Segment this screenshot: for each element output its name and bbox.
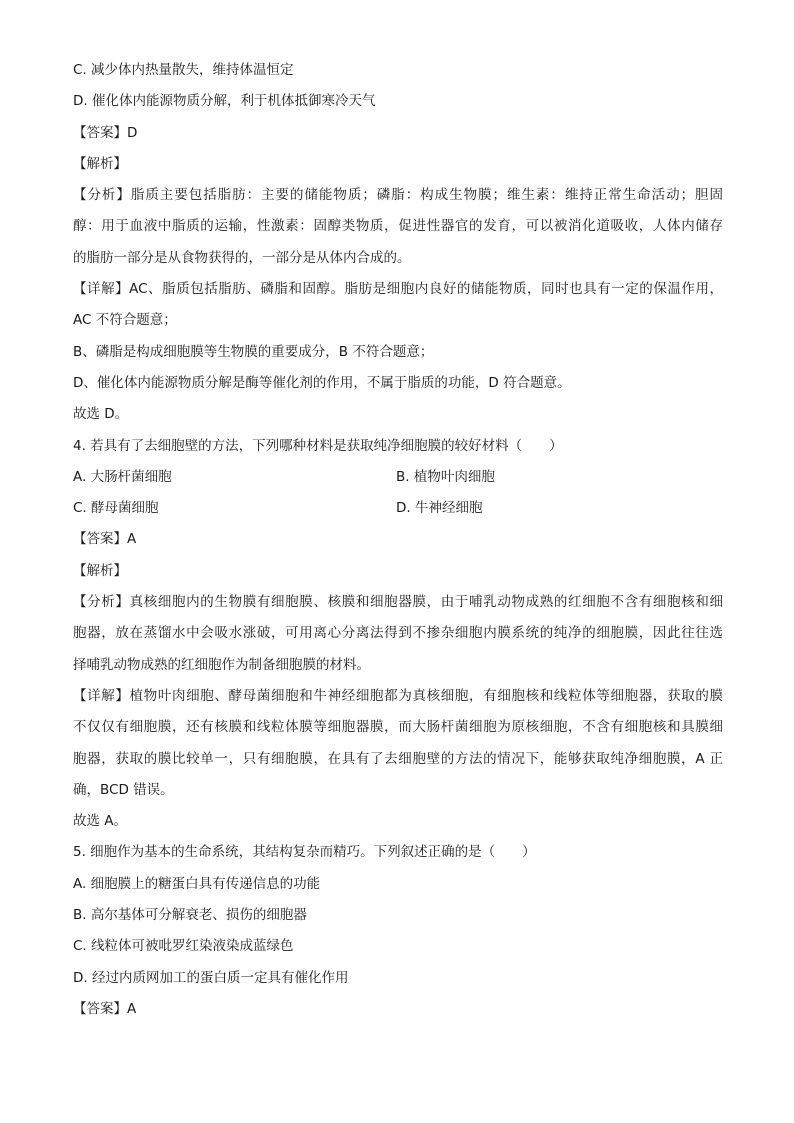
q4-stem: 4. 若具有了去细胞壁的方法，下列哪种材料是获取纯净细胞膜的较好材料（ ） [73,437,563,454]
q3-option-d: D. 催化体内能源物质分解，利于机体抵御寒冷天气 [73,93,376,110]
q4-option-b: B. 植物叶肉细胞 [396,468,495,485]
q4-xiangjie-paragraph [73,686,723,800]
q4-options-row-1 [73,467,723,487]
document-page [73,60,723,1030]
q4-xiangjie-line: 确，BCD 错误。 [73,781,174,798]
q5-option-b: B. 高尔基体可分解衰老、损伤的细胞器 [73,907,307,924]
q4-option-d: D. 牛神经细胞 [396,500,483,517]
q3-fenxi-line: 的脂肪一部分是从食物获得的，一部分是从体内合成的。 [73,249,411,266]
q5-option-c: C. 线粒体可被吡罗红染液染成蓝绿色 [73,938,294,955]
q4-options-row-2 [73,498,723,518]
q4-fenxi-line: 胞器，放在蒸馏水中会吸水涨破，可用离心分离法得到不掺杂细胞内膜系统的纯净的细胞膜，因此往往选 [73,625,723,642]
q4-xiangjie-line: 【详解】植物叶肉细胞、酵母菌细胞和牛神经细胞都为真核细胞，有细胞核和线粒体等细胞器，获取的膜 [73,687,723,704]
q4-xiangjie-line: 胞器，获取的膜比较单一，只有细胞膜，在具有了去细胞壁的方法的情况下，能够获取纯净细胞膜，A 正 [73,750,723,767]
q5-stem: 5. 细胞作为基本的生命系统，其结构复杂而精巧。下列叙述正确的是（ ） [73,844,536,861]
q3-option-c: C. 减少体内热量散失，维持体温恒定 [73,62,294,78]
q3-xiangjie-line: AC 不符合题意； [73,312,177,329]
q4-option-c: C. 酵母菌细胞 [73,500,159,517]
q5-option-a: A. 细胞膜上的糖蛋白具有传递信息的功能 [73,875,321,892]
q4-fenxi-line: 【分析】真核细胞内的生物膜有细胞膜、核膜和细胞器膜，由于哺乳动物成熟的红细胞不含有细胞核和细 [73,594,723,611]
q3-fenxi-paragraph [73,185,723,268]
q3-answer: 【答案】D [73,124,138,141]
q5-answer: 【答案】A [73,1000,137,1017]
q3-analysis-label: 【解析】 [73,155,127,172]
q3-conclusion: 故选 D。 [73,406,129,423]
q4-fenxi-line: 择哺乳动物成熟的红细胞作为制备细胞膜的材料。 [73,656,370,673]
q3-xiangjie-line: D、催化体内能源物质分解是酶等催化剂的作用，不属于脂质的功能，D 符合题意。 [73,374,571,391]
q3-xiangjie-line: B、磷脂是构成细胞膜等生物膜的重要成分，B 不符合题意； [73,343,434,360]
q3-xiangjie-paragraph [73,279,723,393]
q4-analysis-label: 【解析】 [73,562,127,579]
q3-xiangjie-line: 【详解】AC、脂质包括脂肪、磷脂和固醇。脂肪是细胞内良好的储能物质，同时也具有一定的保温作用， [73,281,723,298]
q4-xiangjie-line: 不仅仅有细胞膜，还有核膜和线粒体膜等细胞器膜，而大肠杆菌细胞为原核细胞，不含有细胞核和具膜细 [73,719,723,736]
q4-option-a: A. 大肠杆菌细胞 [73,468,172,485]
q4-conclusion: 故选 A。 [73,813,128,830]
q4-fenxi-paragraph [73,592,723,675]
q3-fenxi-line: 醇：用于血液中脂质的运输，性激素：固醇类物质，促进性器官的发育，可以被消化道吸收，人体内储存 [73,218,723,235]
q3-fenxi-line: 【分析】脂质主要包括脂肪：主要的储能物质；磷脂：构成生物膜；维生素：维持正常生命活动；胆固 [73,187,723,204]
q4-answer: 【答案】A [73,531,137,548]
q5-option-d: D. 经过内质网加工的蛋白质一定具有催化作用 [73,969,349,986]
